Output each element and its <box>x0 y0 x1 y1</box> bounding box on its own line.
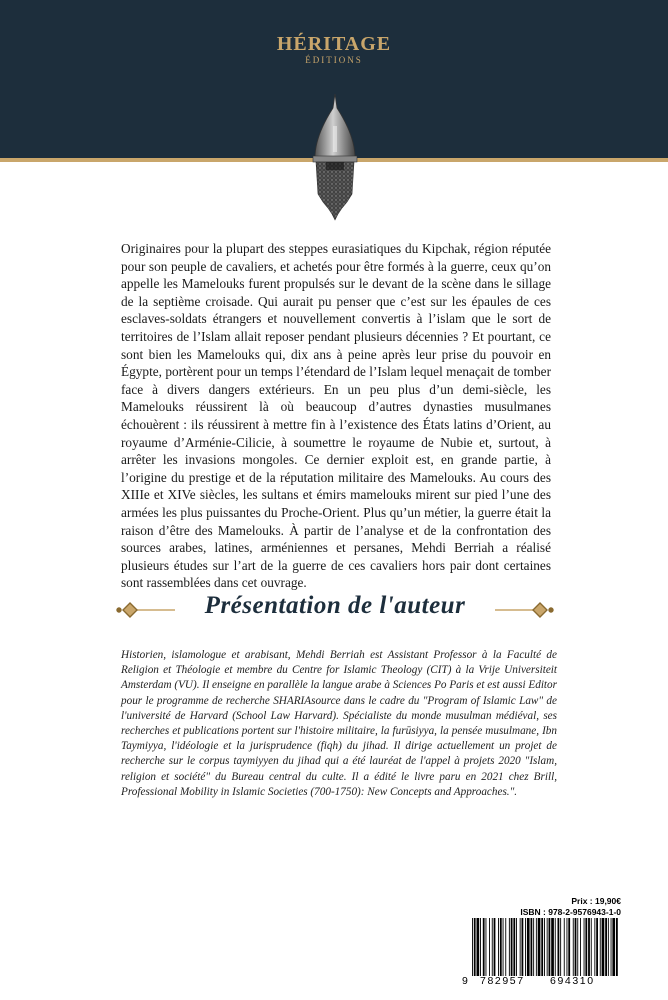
barcode-bar <box>477 918 480 976</box>
barcode-bar <box>531 918 533 976</box>
barcode-bar <box>483 918 485 976</box>
barcode-bar <box>588 918 590 976</box>
barcode-bar <box>560 918 561 976</box>
barcode-bar <box>498 918 499 976</box>
barcode-bar <box>551 918 554 976</box>
barcode-bar <box>513 918 515 976</box>
barcode-left-group: 782957 <box>480 975 525 987</box>
barcode-bar <box>605 918 607 976</box>
publisher-logo <box>0 33 668 65</box>
barcode-bar <box>616 918 618 976</box>
barcode-bar <box>527 918 530 976</box>
barcode-bar <box>580 918 581 976</box>
barcode-bar <box>511 918 513 976</box>
barcode-bar <box>585 918 587 976</box>
barcode-bar <box>567 918 568 976</box>
barcode-bar <box>474 918 476 976</box>
barcode-bar <box>575 918 577 976</box>
barcode-bar <box>536 918 537 976</box>
publisher-sub: ÉDITIONS <box>305 55 363 65</box>
barcode-bar <box>492 918 493 976</box>
barcode-bar <box>503 918 504 976</box>
barcode-bar <box>577 918 578 976</box>
barcode-bar <box>505 918 506 976</box>
barcode-bar <box>594 918 595 976</box>
barcode-bar <box>611 918 612 976</box>
barcode-bar <box>584 918 585 976</box>
barcode-bar <box>486 918 487 976</box>
barcode-bar <box>541 918 543 976</box>
barcode-bar <box>509 918 510 976</box>
barcode-bar <box>533 918 534 976</box>
price-label: Prix : 19,90€ <box>571 896 621 906</box>
barcode-bar <box>608 918 609 976</box>
isbn-label: ISBN : 978-2-9576943-1-0 <box>520 907 621 917</box>
barcode-right-group: 694310 <box>550 975 595 987</box>
barcode-bar <box>489 918 490 976</box>
barcode-bar <box>472 918 473 976</box>
barcode-bar <box>525 918 526 976</box>
barcode-bar <box>564 918 565 976</box>
author-section-title: Présentation de l'auteur <box>204 592 466 619</box>
author-section-header <box>115 590 555 630</box>
barcode-bar <box>538 918 541 976</box>
barcode-bar <box>612 918 615 976</box>
barcode-bar <box>558 918 560 976</box>
publisher-name: HÉRITAGE <box>276 33 392 55</box>
barcode-bar <box>555 918 556 976</box>
book-description: Originaires pour la plupart des steppes eurasiatiques du Kipchak, région réputée pour son peuple de cavaliers, et achetés pour être formés à la guerre, ceux qu’on appelle les Mamelouks furent propulsés sur le devant de la scène dans le sillage de la septième croisade. Qui aurait pu penser que c’est sur les épaules de ces esclaves-soldats étrangers et nouvellement convertis à l’islam que le sort de territoires de l’Islam allait reposer pendant plusieurs décennies ? Et pourtant, ce sont bien les Mamelouks qui, dix ans à peine après leur prise du pouvoir en Égypte, portèrent pour un temps l’étendard de l’Islam lequel menaçait de tomber face à divers dangers extérieurs. En un peu plus d’un demi-siècle, les Mamelouks réussirent là où beaucoup d’autres dynasties musulmanes échouèrent : ils réussirent à mettre fin à l’existence des États latins d’Orient, au royaume d’Arménie-Cilicie, à soumettre le royaume de Nubie et, surtout, à arrêter les invasions mongoles. Ce dernier exploit est, en grande partie, à l’origine du prestige et de la réputation militaire des Mamelouks. Au cours des XIIIe et XIVe siècles, les sultans et émirs mamelouks mirent sur pied l’une des armées les plus puissantes du Proche-Orient. Plus qu’un métier, la guerre était la raison d’être des Mamelouks. À partir de l’analyse et de la confrontation des sources arabes, latines, arméniennes et persanes, Mehdi Berriah a réalisé plusieurs études sur l’art de la guerre de ces cavaliers hors pair dont certaines sont rassemblées dans cet ouvrage. <box>121 241 551 591</box>
barcode-bar <box>520 918 521 976</box>
isbn-barcode <box>470 918 620 978</box>
barcode-bar <box>591 918 592 976</box>
barcode-bar <box>516 918 517 976</box>
barcode-bar <box>568 918 570 976</box>
barcode-bar <box>480 918 481 976</box>
author-bio: Historien, islamologue et arabisant, Mehdi Berriah est Assistant Professor à la Faculté de Religion et Théologie et membre du Centre for Islamic Theology (CIT) à la Vrije Universiteit Amsterdam (VU). Il enseigne en parallèle la langue arabe à Sciences Po Paris et est aussi Editor pour le programme de recherche SHARIAsource dans le cadre du "Program of Islamic Law" de l'université de Harvard (School Law Harvard). Spécialiste du monde musulman médiéval, ses recherches et publications portent sur l'histoire militaire, la furūsiyya, la pensée musulmane, Ibn Taymiyya, l'idéologie et la jurisprudence (fiqh) du jihad. Il dirige actuellement un projet de recherche sur le corpus taymiyyen du jihad qui a été lauréat de l'appel à projets 2020 "Islam, religion et société" du Bureau central du culte. Il a édité le livre paru en 2021 chez Brill, Professional Mobility in Islamic Societies (700-1750): New Concepts and Approaches.". <box>121 649 557 798</box>
barcode-bar <box>494 918 496 976</box>
barcode-bar <box>544 918 545 976</box>
barcode-bar <box>500 918 502 976</box>
barcode-bar <box>596 918 598 976</box>
barcode-bar <box>600 918 601 976</box>
barcode-bar <box>602 918 605 976</box>
barcode-bar <box>522 918 524 976</box>
barcode-bar <box>549 918 551 976</box>
barcode-first-digit: 9 <box>462 975 468 987</box>
mamluk-helmet-image <box>300 92 370 222</box>
barcode-bar <box>573 918 574 976</box>
barcode-bar <box>547 918 548 976</box>
